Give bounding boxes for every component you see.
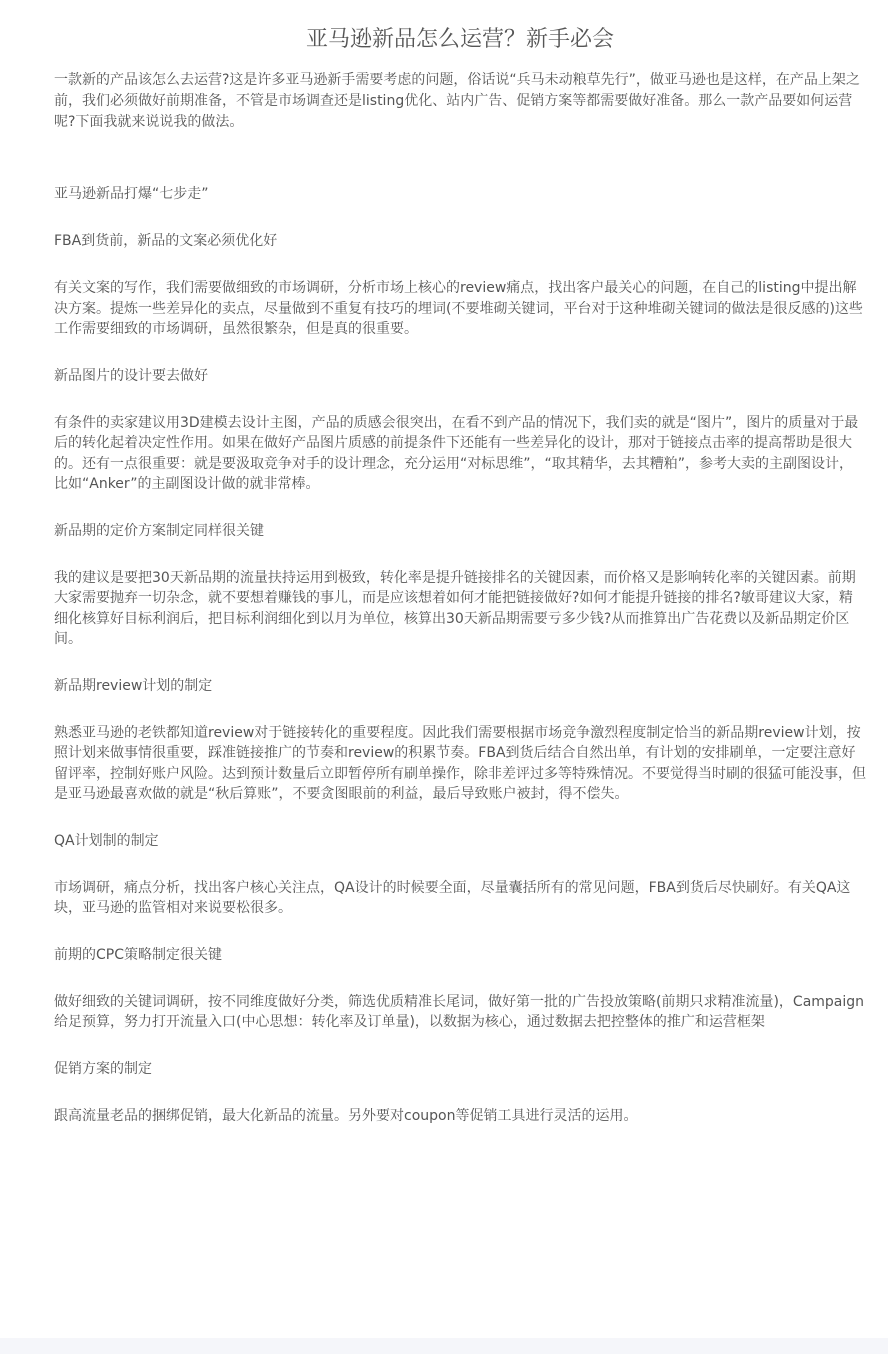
section-heading-promotion: 促销方案的制定	[54, 1060, 152, 1077]
section-body-images: 有条件的卖家建议用3D建模去设计主图，产品的质感会很突出，在看不到产品的情况下，我们卖的就是“图片”，图片的质量对于最后的转化起着决定性作用。如果在做好产品图片质感的前提条件下还能有一些差异化的设计，那对于链接点击率的提高帮助是很大的。还有一点很重要：就是要汲取竞争对手的设计理念，充分运用“对标思维”，“取其精华，去其糟粕”，参考大卖的主副图设计，比如“Anker”的主副图设计做的就非常棒。	[54, 414, 859, 492]
section-heading-pricing: 新品期的定价方案制定同样很关键	[54, 522, 264, 539]
section-body-review: 熟悉亚马逊的老铁都知道review对于链接转化的重要程度。因此我们需要根据市场竞争激烈程度制定恰当的新品期review计划，按照计划来做事情很重要，踩准链接推广的节奏和review的积累节奏。FBA到货后结合自然出单，有计划的安排刷单，一定要注意好留评率，控制好账户风险。达到预计数量后立即暂停所有刷单操作，除非差评过多等特殊情况。不要觉得当时刷的很猛可能没事，但是亚马逊最喜欢做的就是“秋后算账”，不要贪图眼前的利益，最后导致账户被封，得不偿失。	[54, 724, 866, 802]
section-heading-review: 新品期review计划的制定	[54, 677, 213, 694]
article-intro: 一款新的产品该怎么去运营?这是许多亚马逊新手需要考虑的问题，俗话说“兵马未动粮草先行”，做亚马逊也是这样，在产品上架之前，我们必须做好前期准备，不管是市场调查还是listing优化、站内广告、促销方案等都需要做好准备。那么一款产品要如何运营呢?下面我就来说说我的做法。	[54, 72, 860, 130]
section-heading-qa: QA计划制的制定	[54, 832, 159, 849]
section-body-qa: 市场调研，痛点分析，找出客户核心关注点，QA设计的时候要全面，尽量囊括所有的常见问题，FBA到货后尽快刷好。有关QA这块，亚马逊的监管相对来说要松很多。	[54, 879, 851, 916]
section-body-cpc: 做好细致的关键词调研，按不同维度做好分类，筛选优质精准长尾词，做好第一批的广告投放策略(前期只求精准流量)，Campaign给足预算，努力打开流量入口(中心思想：转化率及订单量)，以数据为核心，通过数据去把控整体的推广和运营框架	[54, 993, 865, 1030]
section-body-promotion: 跟高流量老品的捆绑促销，最大化新品的流量。另外要对coupon等促销工具进行灵活的运用。	[54, 1107, 638, 1124]
section-title: 亚马逊新品打爆“七步走”	[54, 186, 209, 202]
article-title: 亚马逊新品怎么运营？新手必会	[305, 27, 614, 52]
section-heading-cpc: 前期的CPC策略制定很关键	[54, 946, 222, 963]
section-body-pricing: 我的建议是要把30天新品期的流量扶持运用到极致，转化率是提升链接排名的关键因素，而价格又是影响转化率的关键因素。前期大家需要抛弃一切杂念，就不要想着赚钱的事儿，而是应该想着如何才能把链接做好?如何才能提升链接的排名?敏哥建议大家，精细化核算好目标利润后，把目标利润细化到以月为单位，核算出30天新品期需要亏多少钱?从而推算出广告花费以及新品期定价区间。	[54, 569, 856, 647]
section-body-copywriting: 有关文案的写作，我们需要做细致的市场调研，分析市场上核心的review痛点，找出客户最关心的问题，在自己的listing中提出解决方案。提炼一些差异化的卖点，尽量做到不重复有技巧的埋词(不要堆砌关键词，平台对于这种堆砌关键词的做法是很反感的)这些工作需要细致的市场调研，虽然很繁杂，但是真的很重要。	[54, 280, 863, 337]
section-heading-copywriting: FBA到货前，新品的文案必须优化好	[54, 233, 278, 249]
footer-strip	[0, 1338, 888, 1354]
section-heading-images: 新品图片的设计要去做好	[54, 367, 208, 384]
article	[54, 24, 866, 1152]
